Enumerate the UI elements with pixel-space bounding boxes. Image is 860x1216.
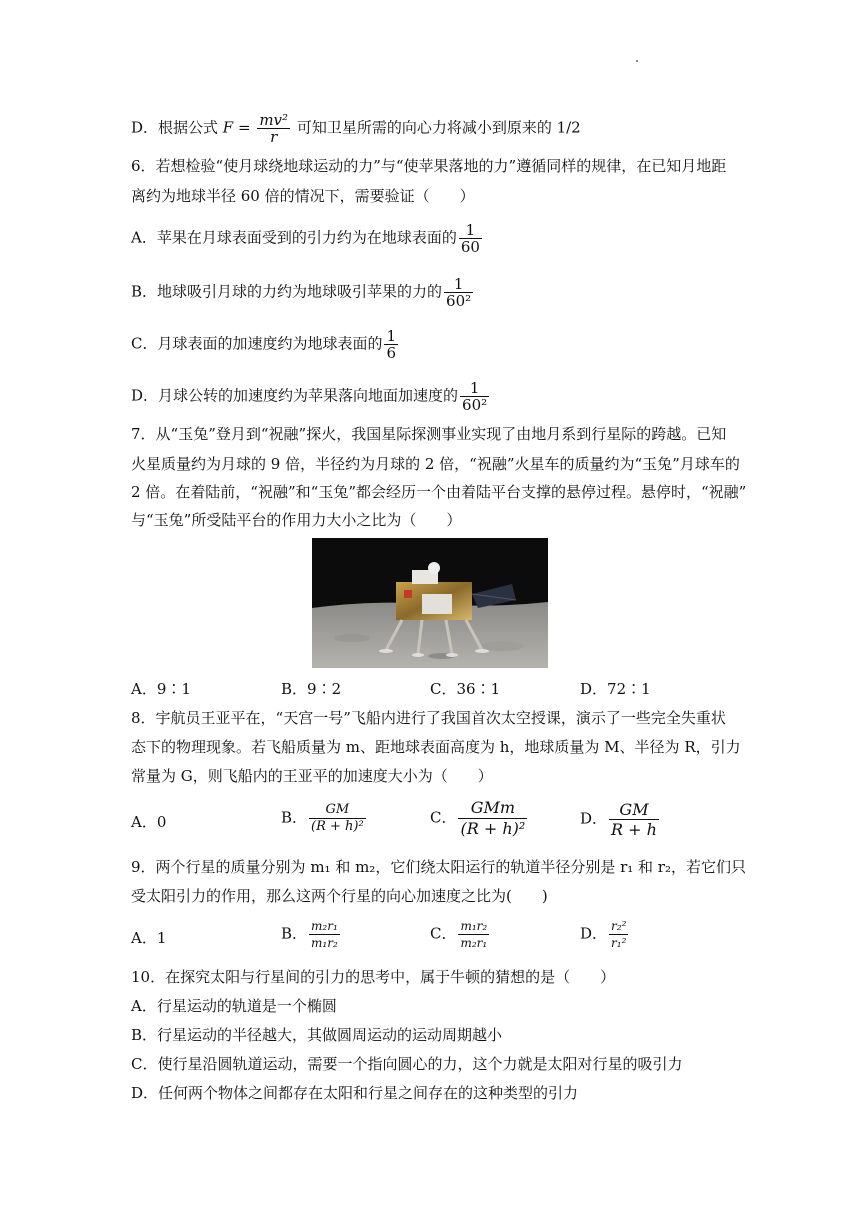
q9-b-denominator: m₁r₂: [311, 936, 338, 950]
q9-c-numerator: m₁r₂: [460, 919, 488, 933]
q6-c-text: C．月球表面的加速度约为地球表面的: [131, 334, 383, 353]
q7-option-a: A．9∶1: [131, 680, 191, 698]
q8-option-b: [281, 802, 368, 835]
q6-b-text: B．地球吸引月球的力约为地球吸引苹果的力的: [131, 282, 443, 301]
q9-c-fraction: [458, 918, 489, 951]
q8-stem-line1: 8．宇航员王亚平在，“天宫一号”飞船内进行了我国首次太空授课，演示了一些完全失重状: [131, 709, 726, 727]
q8-stem-line2: 态下的物理现象。若飞船质量为 m、距地球表面高度为 h，地球质量为 M、半径为 R，引力: [131, 738, 741, 756]
q6-a-text: A．苹果在月球表面受到的引力约为在地球表面的: [131, 228, 457, 247]
q6-b-numerator: 1: [444, 276, 473, 293]
q7-stem-line3: 2 倍。在着陆前，“祝融”和“玉兔”都会经历一个由着陆平台支撑的悬停过程。悬停时，“祝融”: [131, 483, 747, 501]
q8-stem-line3: 常量为 G，则飞船内的王亚平的加速度大小为（ ）: [131, 767, 493, 785]
q10-option-b: B．行星运动的半径越大，其做圆周运动的运动周期越小: [131, 1026, 503, 1044]
q10-option-a: A．行星运动的轨道是一个椭圆: [131, 997, 337, 1015]
q9-d-label: D．: [580, 924, 608, 943]
q9-d-numerator: r₂²: [611, 919, 627, 933]
q8-d-fraction: [609, 800, 659, 839]
q10-option-c: C．使行星沿圆轨道运动，需要一个指向圆心的力，这个力就是太阳对行星的吸引力: [131, 1055, 683, 1073]
q7-option-c: C．36∶1: [430, 680, 501, 698]
q9-option-a: [131, 928, 166, 948]
q9-d-fraction: [609, 918, 628, 951]
q9-option-d: [580, 918, 630, 951]
q8-b-numerator: GM: [309, 802, 366, 819]
q8-c-fraction: [458, 798, 527, 839]
q8-option-d: [580, 800, 661, 839]
q5-option-d: [131, 112, 581, 145]
q8-d-label: D．: [580, 809, 608, 828]
q7-stem-line4: 与“玉兔”所受陆平台的作用力大小之比为（ ）: [131, 511, 462, 529]
q10-option-d: D．任何两个物体之间都存在太阳和行星之间存在的这种类型的引力: [131, 1084, 579, 1102]
q6-b-denominator: 60²: [446, 292, 472, 310]
q8-b-label: B．: [281, 808, 308, 827]
q5-d-denominator: r: [270, 128, 278, 146]
q9-stem-line2: 受太阳引力的作用，那么这两个行星的向心加速度之比为( ): [131, 887, 548, 905]
q8-c-denominator: (R + h)²: [460, 819, 526, 838]
q9-b-label: B．: [281, 924, 308, 943]
q6-a-denominator: 60: [460, 238, 480, 256]
q6-option-b: [131, 276, 475, 309]
q8-b-denominator: (R + h)²: [311, 819, 364, 834]
q6-option-d: [131, 380, 491, 413]
q6-c-fraction: [384, 328, 398, 361]
q6-a-fraction: [459, 222, 482, 255]
q6-option-c: [131, 328, 400, 361]
q10-stem: 10．在探究太阳与行星间的引力的思考中，属于牛顿的猜想的是（ ）: [131, 968, 616, 986]
q5-d-var: F: [222, 118, 234, 137]
lunar-lander-image: [312, 538, 548, 668]
q5-d-numerator: mv²: [259, 111, 289, 129]
q5-d-prefix: D．根据公式: [131, 118, 223, 137]
lunar-lander-photo: [312, 538, 548, 668]
q7-option-b: B．9∶2: [281, 680, 342, 698]
q6-option-a: [131, 222, 484, 255]
q6-d-text: D．月球公转的加速度约为苹果落向地面加速度的: [131, 386, 459, 405]
q8-c-numerator: GMm: [458, 798, 527, 819]
q7-stem-line2: 火星质量约为月球的 9 倍，半径约为月球的 2 倍，“祝融”火星车的质量约为“玉兔”月球车的: [131, 455, 740, 473]
q9-c-label: C．: [430, 924, 457, 943]
q9-a-value: 1: [156, 929, 167, 947]
q9-a-label: A．: [131, 929, 157, 947]
q6-c-denominator: 6: [386, 344, 397, 362]
q9-d-denominator: r₁²: [611, 936, 627, 950]
page-mark: [636, 60, 638, 62]
q5-d-suffix: 可知卫星所需的向心力将减小到原来的 1/2: [292, 118, 581, 137]
q5-d-fraction: [257, 112, 290, 145]
q8-a-value: 0: [156, 813, 167, 831]
q8-option-c: [430, 798, 529, 839]
q8-c-label: C．: [430, 808, 457, 827]
q8-d-numerator: GM: [609, 800, 659, 820]
q6-b-fraction: [444, 276, 473, 309]
q6-d-fraction: [460, 380, 489, 413]
q8-d-denominator: R + h: [611, 820, 657, 839]
q9-b-numerator: m₂r₁: [311, 919, 338, 933]
q7-stem-line1: 7．从“玉兔”登月到“祝融”探火，我国星际探测事业实现了由地月系到行星际的跨越。已知: [131, 425, 727, 443]
q5-d-eq: =: [233, 118, 256, 137]
q7-option-d: D．72∶1: [580, 680, 651, 698]
q9-stem-line1: 9．两个行星的质量分别为 m₁ 和 m₂，它们绕太阳运行的轨道半径分别是 r₁ 和 r₂，若它们只: [131, 858, 746, 876]
q8-b-fraction: [309, 802, 366, 835]
q6-stem-line2: 离约为地球半径 60 倍的情况下，需要验证（ ）: [131, 187, 475, 205]
q9-option-b: [281, 918, 342, 951]
q6-a-numerator: 1: [459, 222, 482, 239]
q6-c-numerator: 1: [386, 327, 397, 345]
q6-d-numerator: 1: [460, 380, 489, 397]
q8-a-label: A．: [131, 813, 157, 831]
q8-option-a: [131, 812, 166, 832]
q9-c-denominator: m₂r₁: [460, 936, 488, 950]
q6-stem-line1: 6．若想检验“使月球绕地球运动的力”与“使苹果落地的力”遵循同样的规律，在已知月地距: [131, 157, 727, 175]
q9-b-fraction: [309, 918, 340, 951]
q9-option-c: [430, 918, 491, 951]
q6-d-denominator: 60²: [462, 396, 488, 414]
